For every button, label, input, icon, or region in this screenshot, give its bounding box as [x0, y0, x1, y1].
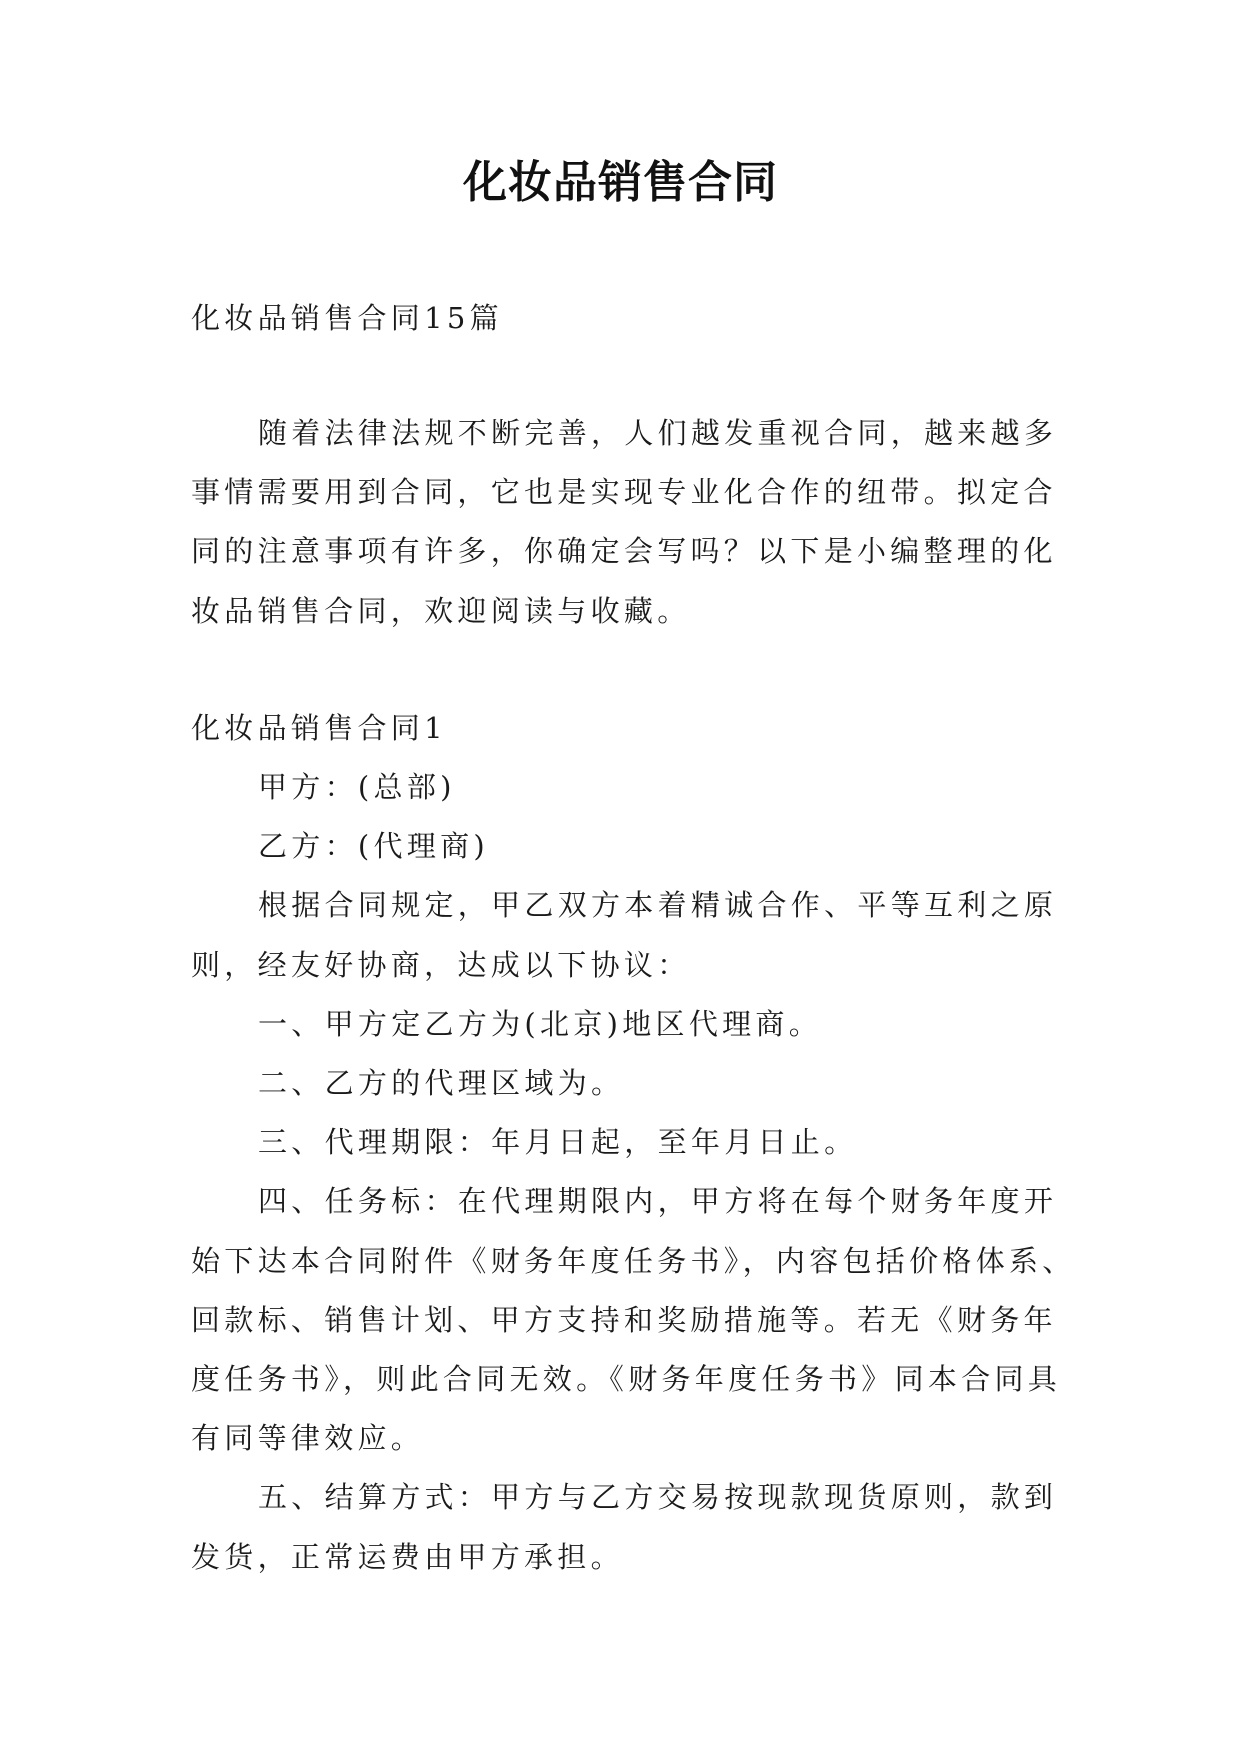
preamble-line: 则，经友好协商，达成以下协议：: [191, 947, 691, 982]
clause-4-line: 四、任务标：在代理期限内，甲方将在每个财务年度开: [258, 1184, 1058, 1219]
clause-2-line: 二、乙方的代理区域为。: [258, 1066, 625, 1101]
section-heading: 化妆品销售合同1: [191, 710, 447, 745]
document-body: [191, 289, 1111, 1587]
clause-4-line: 回款标、销售计划、甲方支持和奖励措施等。若无《财务年: [191, 1302, 1057, 1337]
document-subtitle: 化妆品销售合同15篇: [191, 301, 503, 335]
contract-section-1: [191, 699, 1111, 1587]
intro-line: 事情需要用到合同，它也是实现专业化合作的纽带。拟定合: [191, 475, 1057, 510]
party-b-line: 乙方：(代理商): [258, 829, 490, 864]
intro-line: 同的注意事项有许多，你确定会写吗？以下是小编整理的化: [191, 534, 1057, 569]
intro-line: 随着法律法规不断完善，人们越发重视合同，越来越多: [258, 415, 1058, 450]
clause-4-line: 始下达本合同附件《财务年度任务书》，内容包括价格体系、: [191, 1243, 1076, 1278]
preamble-line: 根据合同规定，甲乙双方本着精诚合作、平等互利之原: [258, 888, 1058, 923]
clause-5-line: 发货，正常运费由甲方承担。: [191, 1539, 624, 1574]
party-a-line: 甲方：(总部): [258, 770, 456, 805]
clause-4-line: 有同等律效应。: [191, 1421, 425, 1456]
intro-line: 妆品销售合同，欢迎阅读与收藏。: [191, 593, 691, 628]
clause-5-line: 五、结算方式：甲方与乙方交易按现款现货原则，款到: [258, 1480, 1058, 1515]
document-title: 化妆品销售合同: [463, 157, 778, 208]
clause-4-line: 度任务书》，则此合同无效。《财务年度任务书》同本合同具: [191, 1361, 1062, 1396]
clause-3-line: 三、代理期限：年月日起，至年月日止。: [258, 1125, 858, 1160]
intro-paragraph: [191, 404, 1111, 641]
clause-1-line: 一、甲方定乙方为(北京)地区代理商。: [258, 1006, 823, 1041]
